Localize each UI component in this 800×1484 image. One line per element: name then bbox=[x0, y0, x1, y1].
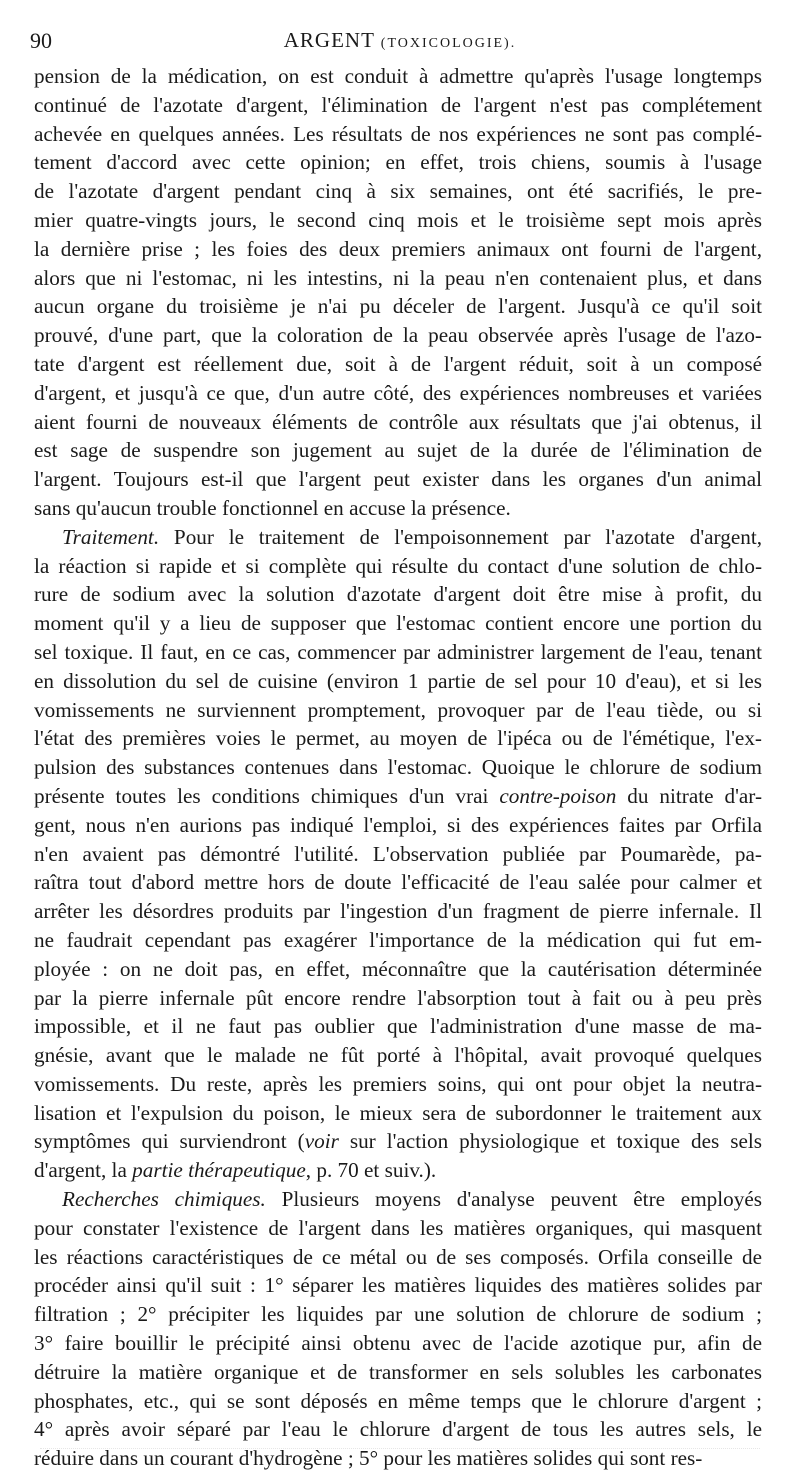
text-line: d'argent, et jusqu'à ce que, d'un autre côté, des expériences nombreuses et variées bbox=[34, 380, 762, 405]
text-line: pension de la médication, on est conduit à admettre qu'après l'usage longtemps bbox=[34, 64, 762, 88]
running-title bbox=[30, 28, 770, 53]
text-line: lisation et l'expulsion du poison, le mieux sera de subordonner le traitement aux bbox=[34, 1100, 762, 1125]
text-line: la réaction si rapide et si complète qui résulte du contact d'une solution de chlo- bbox=[34, 553, 762, 578]
text-line: pour constater l'existence de l'argent dans les matières organiques, qui masquent bbox=[34, 1215, 762, 1240]
text-line: réduire dans un courant d'hydrogène ; 5° pour les matières solides qui sont res- bbox=[34, 1446, 703, 1471]
paragraph-elimination bbox=[34, 62, 762, 523]
text-line: pulsion des substances contenues dans l'estomac. Quoique le chlorure de sodium bbox=[34, 755, 762, 780]
text-line: l'argent. Toujours est-il que l'argent peut exister dans les organes d'un animal bbox=[34, 467, 762, 492]
text-line: d'argent, la partie thérapeutique, p. 70 et suiv.). bbox=[34, 1158, 437, 1183]
text-line: ployée : on ne doit pas, en effet, méconnaître que la cautérisation déterminée bbox=[34, 956, 762, 981]
text-line: détruire la matière organique et de transformer en sels solubles les carbonates bbox=[34, 1359, 762, 1384]
text-line: sel toxique. Il faut, en ce cas, commencer par administrer largement de l'eau, tenant bbox=[34, 639, 762, 664]
page-bottom-rule bbox=[40, 1448, 760, 1455]
text-line: l'état des premières voies le permet, au moyen de l'ipéca ou de l'émétique, l'ex- bbox=[34, 726, 762, 751]
italic-term: voir bbox=[304, 1129, 339, 1154]
text-line: présente toutes les conditions chimiques d'un vrai contre-poison du nitrate d'ar- bbox=[34, 783, 762, 808]
italic-term: partie thérapeutique bbox=[132, 1158, 306, 1183]
section-lead: Recherches chimiques. bbox=[62, 1187, 266, 1212]
text-line: gnésie, avant que le malade ne fût porté à l'hôpital, avait provoqué quelques bbox=[34, 1043, 762, 1068]
text-line: Traitement. Pour le traitement de l'empoisonnement par l'azotate d'argent, bbox=[62, 524, 762, 549]
text-line: prouvé, d'une part, que la coloration de la peau observée après l'usage de l'azo- bbox=[34, 323, 762, 348]
text-line: symptômes qui surviendront (voir sur l'action physiologique et toxique des sels bbox=[34, 1129, 763, 1154]
text-line: de l'azotate d'argent pendant cinq à six semaines, ont été sacrifiés, le pre- bbox=[34, 179, 762, 204]
text-line: achevée en quelques années. Les résultats de nos expériences ne sont pas complé- bbox=[34, 121, 762, 146]
italic-term: contre-poison bbox=[499, 783, 617, 808]
text-line: phosphates, etc., qui se sont déposés en même temps que le chlorure d'argent ; bbox=[34, 1388, 762, 1413]
text-line: par la pierre infernale pût encore rendre l'absorption tout à fait ou à peu près bbox=[34, 985, 762, 1010]
text-line: est sage de suspendre son jugement au sujet de la durée de l'élimination de bbox=[34, 438, 762, 463]
text-line: ne faudrait cependant pas exagérer l'importance de la médication qui fut em- bbox=[34, 927, 762, 952]
running-title-main: ARGENT bbox=[283, 28, 375, 52]
page-number: 90 bbox=[30, 28, 52, 53]
text-line: alors que ni l'estomac, ni les intestins, ni la peau n'en contenaient plus, et dans bbox=[34, 265, 762, 290]
text-line: aient fourni de nouveaux éléments de contrôle aux résultats que j'ai obtenus, il bbox=[34, 409, 762, 434]
text-line: moment qu'il y a lieu de supposer que l'estomac contient encore une portion du bbox=[34, 611, 762, 636]
text-line: en dissolution du sel de cuisine (environ 1 partie de sel pour 10 d'eau), et si les bbox=[34, 668, 762, 693]
text-line: 4° après avoir séparé par l'eau le chlorure d'argent de tous les autres sels, le bbox=[34, 1417, 762, 1442]
text-line: les réactions caractéristiques de ce métal ou de ses composés. Orfila conseille de bbox=[34, 1244, 762, 1269]
text-line: rure de sodium avec la solution d'azotate d'argent doit être mise à profit, du bbox=[34, 582, 762, 607]
text-line: tate d'argent est réellement due, soit à de l'argent réduit, soit à un composé bbox=[34, 351, 762, 376]
paragraph-recherches-chimiques bbox=[34, 1185, 762, 1473]
text-line: filtration ; 2° précipiter les liquides par une solution de chlorure de sodium ; bbox=[34, 1302, 762, 1327]
running-header bbox=[30, 28, 770, 56]
text-line: aucun organe du troisième je n'ai pu déceler de l'argent. Jusqu'à ce qu'il soit bbox=[34, 294, 762, 319]
running-title-section: (TOXICOLOGIE). bbox=[380, 36, 517, 51]
text-line: impossible, et il ne faut pas oublier que l'administration d'une masse de ma- bbox=[34, 1014, 762, 1039]
text-line: vomissements. Du reste, après les premiers soins, qui ont pour objet la neutra- bbox=[34, 1071, 762, 1096]
text-line: arrêter les désordres produits par l'ingestion d'un fragment de pierre infernale. Il bbox=[34, 899, 762, 924]
text-line: vomissements ne surviennent promptement, provoquer par de l'eau tiède, ou si bbox=[34, 697, 762, 722]
section-lead: Traitement. bbox=[62, 524, 160, 549]
text-line: la dernière prise ; les foies des deux premiers animaux ont fourni de l'argent, bbox=[34, 236, 762, 261]
text-line: n'en avaient pas démontré l'utilité. L'observation publiée par Poumarède, pa- bbox=[34, 841, 762, 866]
text-line: procéder ainsi qu'il suit : 1° séparer les matières liquides des matières solides par bbox=[34, 1273, 762, 1298]
text-line: 3° faire bouillir le précipité ainsi obtenu avec de l'acide azotique pur, afin de bbox=[34, 1331, 762, 1356]
text-line: gent, nous n'en aurions pas indiqué l'emploi, si des expériences faites par Orfila bbox=[34, 812, 762, 837]
text-line: mier quatre-vingts jours, le second cinq mois et le troisième sept mois après bbox=[34, 207, 762, 232]
text-line: sans qu'aucun trouble fonctionnel en accuse la présence. bbox=[34, 495, 511, 520]
text-line: tement d'accord avec cette opinion; en effet, trois chiens, soumis à l'usage bbox=[34, 150, 762, 175]
paragraph-traitement bbox=[34, 523, 762, 1185]
text-line: continué de l'azotate d'argent, l'élimination de l'argent n'est pas complétement bbox=[34, 92, 762, 117]
text-line: Recherches chimiques. Plusieurs moyens d'analyse peuvent être employés bbox=[62, 1187, 762, 1212]
text-line: raîtra tout d'abord mettre hors de doute l'efficacité de l'eau salée pour calmer et bbox=[34, 870, 762, 895]
page-body bbox=[34, 62, 762, 1473]
